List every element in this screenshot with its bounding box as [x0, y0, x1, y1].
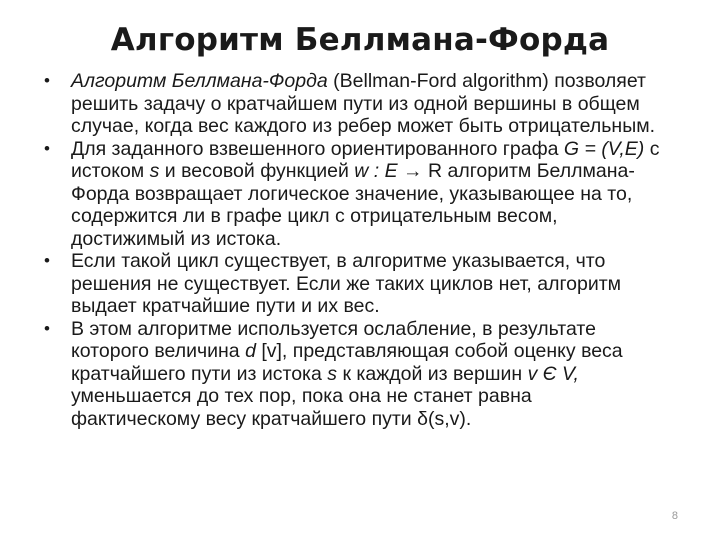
bullet-item	[44, 70, 664, 138]
text-run: (Bellman-Ford algorithm) позволяет решить задачу о кратчайшем пути из одной вершины в общем случае, когда вес каждого из ребер может быть отрицательным.	[71, 70, 656, 137]
term-italic: Алгоритм Беллмана-Форда	[71, 70, 328, 92]
text-run: с истоком	[71, 137, 660, 182]
term-italic: s	[149, 160, 160, 182]
text-run: к каждой из вершин	[337, 362, 528, 385]
bullet-text	[71, 138, 659, 250]
text-run: и весовой функцией	[159, 160, 355, 182]
page-number: 8	[671, 510, 678, 522]
bullet-list	[44, 70, 664, 430]
bullet-text	[71, 250, 621, 317]
text-run: Для заданного взвешенного ориентированного графа	[71, 137, 564, 160]
text-run: [v], представляющая собой оценку веса кратчайшего пути из истока	[71, 340, 623, 385]
term-italic: d	[245, 340, 256, 362]
bullet-marker: •	[44, 318, 50, 338]
bullet-text	[71, 70, 655, 137]
bullet-text	[71, 318, 623, 430]
text-run: Если такой цикл существует, в алгоритме указывается, что решения не существует. Если же таких циклов нет, алгоритм выдает кратчайшие пути и их вес.	[71, 250, 622, 317]
bullet-marker: •	[44, 251, 50, 270]
bullet-marker: •	[44, 71, 50, 90]
bullet-item	[44, 138, 664, 251]
term-italic: G = (V,E)	[563, 137, 645, 160]
term-italic: s	[327, 362, 338, 385]
term-italic: v Є V,	[527, 362, 579, 385]
bullet-item	[44, 250, 664, 318]
text-run: уменьшается до тех пор, пока она не станет равна фактическому весу кратчайшего пути δ(s,v).	[71, 385, 532, 430]
text-run: R алгоритм Беллмана-Форда возвращает логическое значение, указывающее на то, содержится ли в графе цикл с отрицательным весом, достижимый из истока.	[71, 160, 635, 250]
term-italic: w : E →	[354, 160, 428, 182]
bullet-marker: •	[44, 138, 50, 158]
bullet-item	[44, 318, 664, 431]
slide-title: Алгоритм Беллмана-Форда	[110, 22, 610, 58]
text-run: В этом алгоритме используется ослабление, в результате которого величина	[71, 317, 596, 362]
